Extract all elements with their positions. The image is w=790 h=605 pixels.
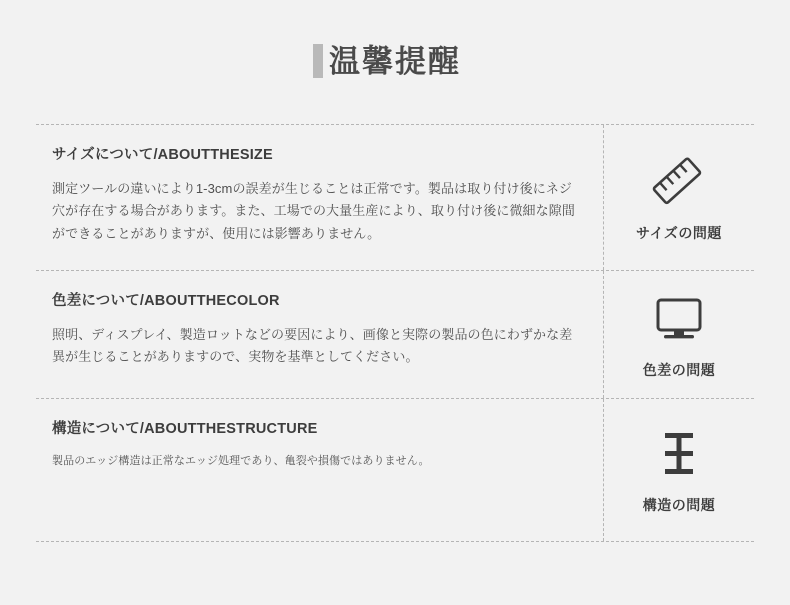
page-title-area [0,0,790,86]
notice-icon-cell-size [604,125,754,270]
notice-heading-color: 色差について/ABOUTTHECOLOR [52,293,280,309]
notice-caption-size: サイズの問題 [636,224,722,241]
ladder-icon [646,427,712,483]
notice-row-color [36,271,754,399]
notice-text-size [36,125,604,270]
title-accent-bar [313,44,323,78]
notice-text-structure [36,399,604,541]
page-title-text: 温馨提醒 [329,44,461,79]
monitor-icon [646,292,712,348]
page-title [315,36,475,81]
notice-caption-structure: 構造の問題 [642,497,716,513]
notice-heading-structure: 構造について/ABOUTTHESTRUCTURE [52,421,318,437]
notice-icon-cell-color [604,271,754,398]
notice-row-size [36,125,754,271]
notice-body-color: 照明、ディスプレイ、製造ロットなどの要因により、画像と実際の製品の色にわずかな差異が生じることがありますので、実物を基準としてください。 [52,327,573,365]
notice-row-structure [36,399,754,541]
notice-heading-size: サイズについて/ABOUTTHESIZE [52,147,273,163]
notice-table [36,124,754,542]
notice-icon-cell-structure [604,399,754,541]
notice-text-color [36,271,604,398]
ruler-icon [646,155,712,211]
notice-body-size: 測定ツールの違いにより1-3cmの誤差が生じることは正常です。製品は取り付け後にネジ穴が存在する場合があります。また、工場での大量生産により、取り付け後に微細な隙間ができることがありますが、使用には影響ありません。 [52,181,575,241]
notice-caption-color: 色差の問題 [642,361,716,378]
notice-body-structure: 製品のエッジ構造は正常なエッジ処理であり、亀裂や損傷ではありません。 [52,455,430,467]
